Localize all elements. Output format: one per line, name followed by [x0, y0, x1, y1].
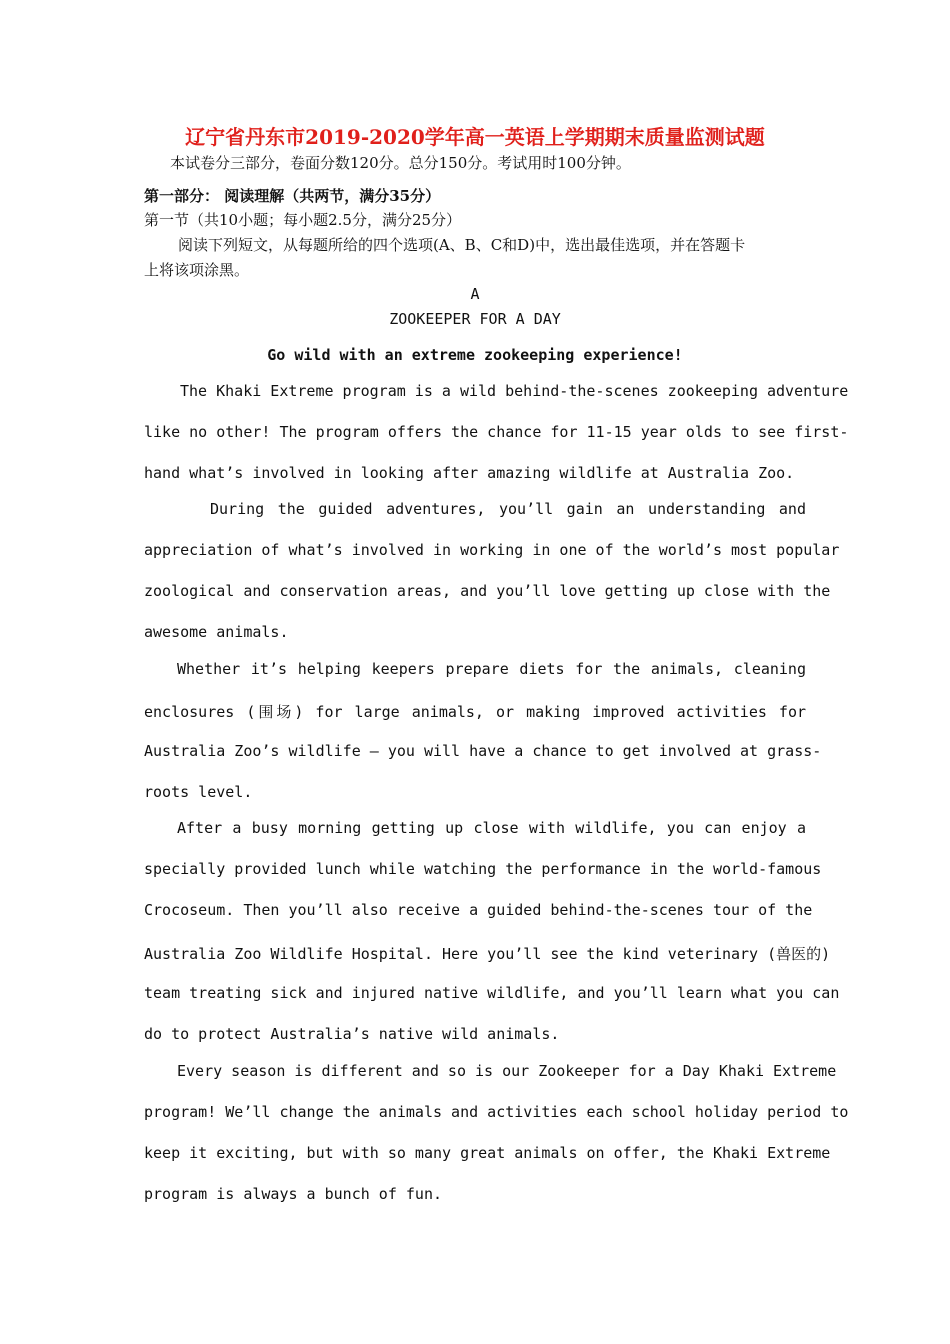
passage-line: After a busy morning getting up close with wildlife, you can enjoy a	[177, 819, 806, 837]
passage-line: team treating sick and injured native wildlife, and you’ll learn what you can	[144, 984, 840, 1002]
passage-line: specially provided lunch while watching the performance in the world-famous	[144, 860, 822, 878]
passage-line: appreciation of what’s involved in working in one of the world’s most popular	[144, 541, 840, 559]
passage-line: The Khaki Extreme program is a wild behind-the-scenes zookeeping adventure	[180, 382, 849, 400]
passage-line: like no other! The program offers the chance for 11-15 year olds to see first-	[144, 423, 849, 441]
instruction-line-1: 阅读下列短文，从每题所给的四个选项(A、B、C和D)中，选出最佳选项，并在答题卡	[178, 236, 746, 254]
passage-label: A	[470, 285, 480, 303]
passage-line: Every season is different and so is our Zookeeper for a Day Khaki Extreme	[177, 1062, 837, 1080]
passage-line: program is always a bunch of fun.	[144, 1185, 443, 1203]
exam-intro: 本试卷分三部分，卷面分数120分。总分150分。考试用时100分钟。	[170, 154, 631, 172]
passage-line: Australia Zoo Wildlife Hospital. Here you’ll see the kind veterinary (兽医的)	[144, 945, 831, 963]
passage-line: program! We’ll change the animals and activities each school holiday period to	[144, 1103, 849, 1121]
passage-heading: ZOOKEEPER FOR A DAY	[389, 310, 561, 328]
passage-line: awesome animals.	[144, 623, 289, 641]
passage-line: Whether it’s helping keepers prepare diets for the animals, cleaning	[177, 660, 806, 678]
document-title: 辽宁省丹东市2019-2020学年高一英语上学期期末质量监测试题	[185, 125, 765, 149]
passage-line: roots level.	[144, 783, 253, 801]
part1-heading: 第一部分： 阅读理解（共两节，满分35分）	[144, 187, 441, 205]
passage-line: enclosures (围场) for large animals, or making improved activities for	[144, 703, 806, 721]
passage-line: Crocoseum. Then you’ll also receive a guided behind-the-scenes tour of the	[144, 901, 813, 919]
passage-line: zoological and conservation areas, and you’ll love getting up close with the	[144, 582, 831, 600]
passage-line: hand what’s involved in looking after amazing wildlife at Australia Zoo.	[144, 464, 795, 482]
instruction-line-2: 上将该项涂黑。	[144, 261, 250, 279]
section1-heading: 第一节（共10小题；每小题2.5分，满分25分）	[144, 211, 462, 229]
passage-line: do to protect Australia’s native wild animals.	[144, 1025, 560, 1043]
passage-subheading: Go wild with an extreme zookeeping experience!	[267, 346, 683, 364]
passage-line: During the guided adventures, you’ll gain an understanding and	[210, 500, 806, 518]
passage-line: Australia Zoo’s wildlife — you will have a chance to get involved at grass-	[144, 742, 822, 760]
passage-line: keep it exciting, but with so many great animals on offer, the Khaki Extreme	[144, 1144, 831, 1162]
